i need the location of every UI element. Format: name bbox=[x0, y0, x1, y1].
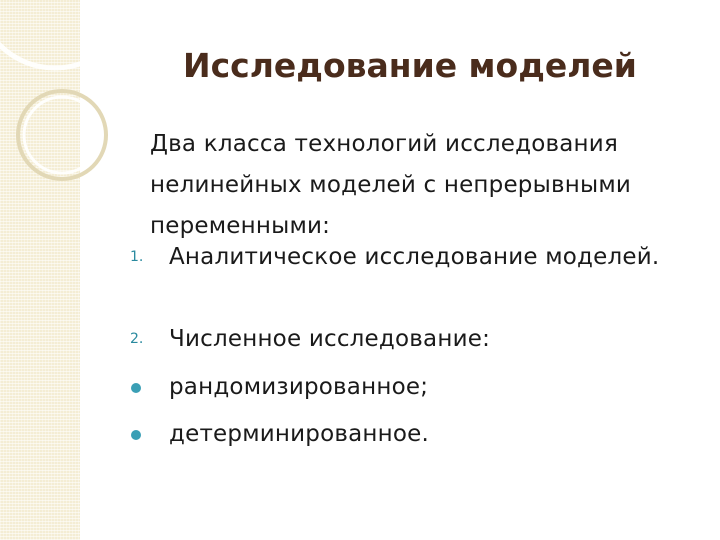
list-number: 2. bbox=[130, 331, 144, 347]
list-item-text: детерминированное. bbox=[169, 421, 430, 447]
slide-title: Исследование моделей bbox=[183, 46, 637, 85]
list-item-text: рандомизированное; bbox=[169, 374, 429, 400]
bullet-dot-icon bbox=[131, 430, 141, 440]
list-item bbox=[0, 414, 720, 455]
decorative-circles-graphic bbox=[0, 0, 160, 220]
list-item-text: Численное исследование: bbox=[169, 326, 491, 352]
bullet-dot-icon bbox=[131, 383, 141, 393]
list-number: 1. bbox=[130, 249, 144, 265]
intro-paragraph: Два класса технологий исследования нелинейных моделей с непрерывными переменными: bbox=[150, 131, 632, 239]
list-item bbox=[0, 237, 720, 278]
list-item-text: Аналитическое исследование моделей. bbox=[169, 244, 660, 270]
list-item bbox=[0, 367, 720, 408]
list-item bbox=[0, 319, 720, 360]
